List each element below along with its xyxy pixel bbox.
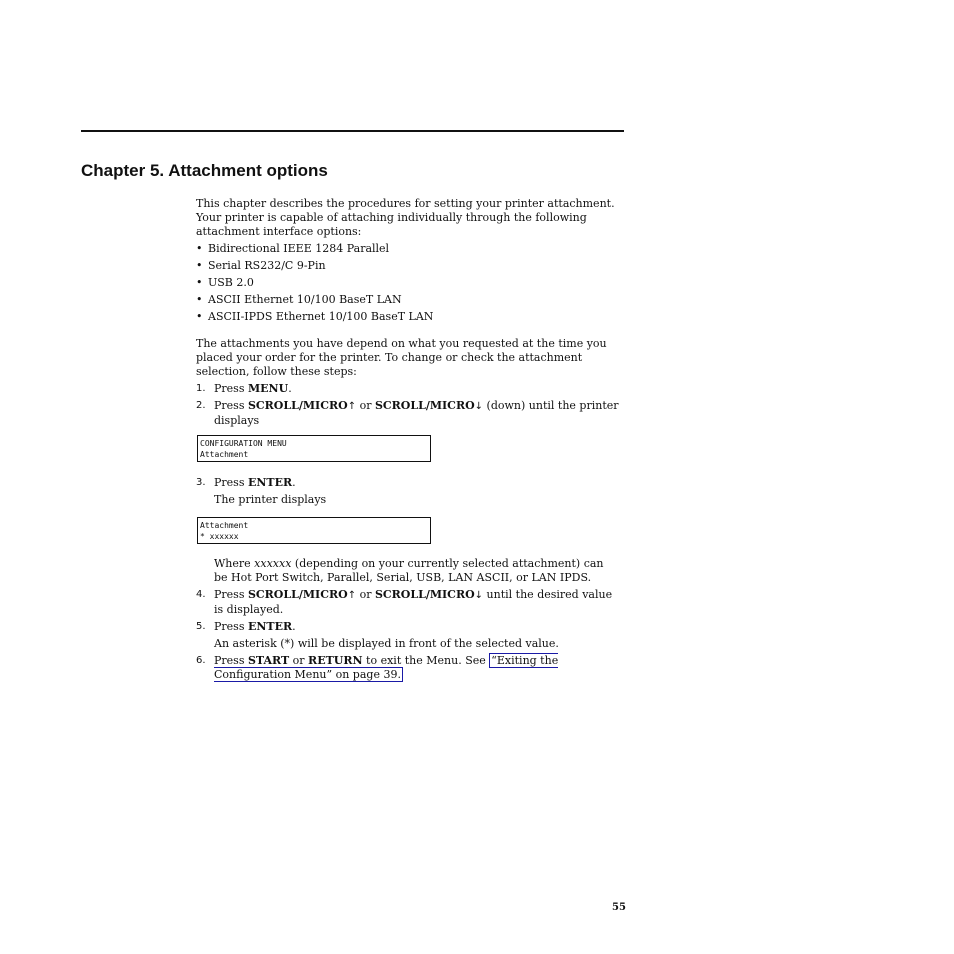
printer-display-box: Attachment * xxxxxx: [197, 517, 431, 544]
list-item: • Serial RS232/C 9-Pin: [196, 259, 620, 273]
step-5: 5. Press ENTER. An asterisk (*) will be displayed in front of the selected value.: [196, 620, 620, 651]
step-6: 6. Press START or RETURN to exit the Menu. See “Exiting the Configuration Menu” on page 39.: [196, 654, 559, 681]
list-item: • USB 2.0: [196, 276, 620, 290]
steps-intro-section: [196, 337, 620, 428]
list-item: • ASCII Ethernet 10/100 BaseT LAN: [196, 293, 620, 307]
arrow-up-icon: ↑: [347, 590, 357, 601]
steps-list: [196, 382, 620, 428]
exit-menu-link[interactable]: “Exiting the Configuration Menu” on page 39.: [214, 654, 559, 681]
lead-in-paragraph: The attachments you have depend on what you requested at the time you placed your order for the printer. To change or check the attachment selection, follow these steps:: [196, 337, 607, 378]
list-item: • Bidirectional IEEE 1284 Parallel: [196, 242, 620, 256]
step-3-section: [196, 476, 620, 507]
key-menu: MENU: [247, 382, 289, 395]
intro-paragraph: This chapter describes the procedures for setting your printer attachment. Your printer is capable of attaching individually through the following attachment interface options:: [196, 197, 615, 238]
attachment-options-list: [196, 242, 620, 324]
intro-section: [196, 197, 620, 324]
chapter-rule: [81, 130, 624, 132]
arrow-down-icon: ↓: [474, 590, 484, 601]
step-1: 1. Press MENU.: [196, 382, 292, 395]
arrow-up-icon: ↑: [347, 401, 357, 412]
step-note: The printer displays: [214, 493, 327, 506]
remaining-steps-section: [196, 557, 620, 682]
step-2: 2. Press SCROLL/MICRO↑ or SCROLL/MICRO↓ (down) until the printer displays: [196, 399, 619, 427]
step-4: 4. Press SCROLL/MICRO↑ or SCROLL/MICRO↓ until the desired value is displayed.: [196, 588, 613, 616]
step-note: An asterisk (*) will be displayed in front of the selected value.: [214, 637, 559, 650]
page-number: 55: [612, 902, 626, 913]
step-3: 3. Press ENTER. The printer displays: [196, 476, 620, 507]
printer-display-box: CONFIGURATION MENU Attachment: [197, 435, 431, 462]
list-item: • ASCII-IPDS Ethernet 10/100 BaseT LAN: [196, 310, 620, 324]
arrow-down-icon: ↓: [474, 401, 484, 412]
chapter-title: Chapter 5. Attachment options: [81, 161, 328, 180]
where-note: Where xxxxxx (depending on your currently selected attachment) can be Hot Port Switch, Parallel, Serial, USB, LAN ASCII, or LAN IPDS.: [214, 557, 604, 584]
